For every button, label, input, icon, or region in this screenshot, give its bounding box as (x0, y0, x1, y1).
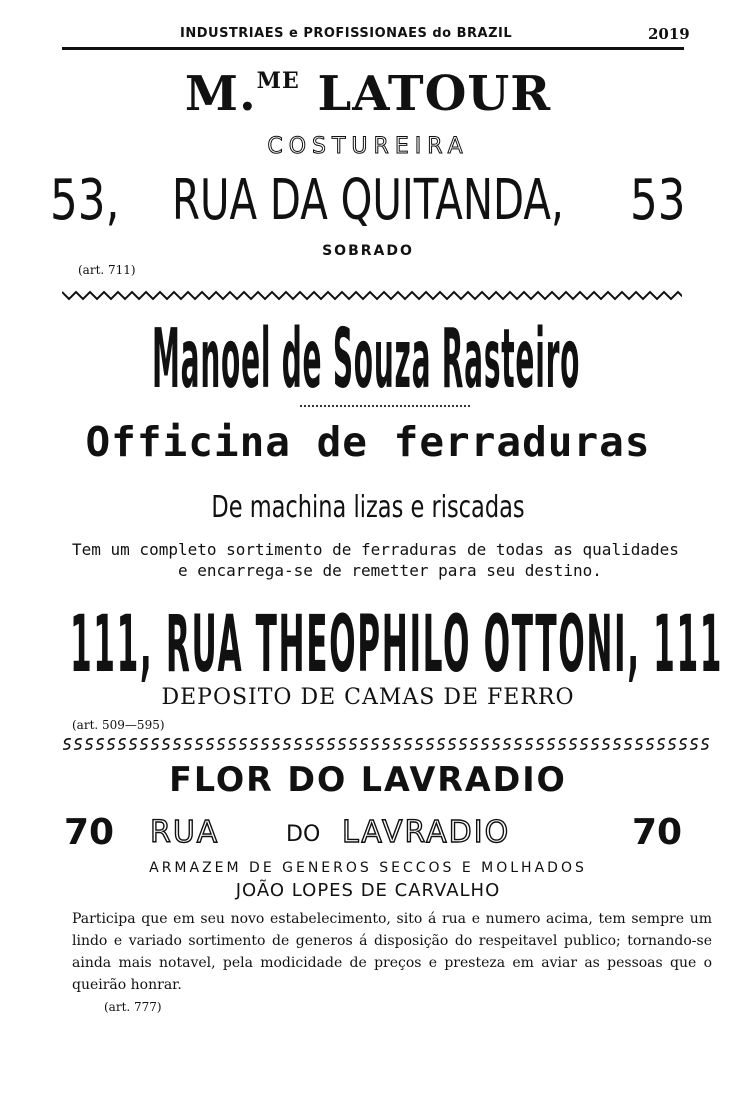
lavradio-title: FLOR DO LAVRADIO (169, 760, 567, 800)
running-head: INDUSTRIAES e PROFISSIONAES do BRAZIL (180, 26, 513, 41)
s-pattern-divider (62, 736, 712, 752)
latour-art-ref: (art. 711) (78, 263, 136, 277)
lavradio-paragraph: Participa que em seu novo estabelecimento, sito á rua e numero acima, tem sempre um lindo e variado sortimento de generos á disposição do respeitavel publico; tornando-se ainda mais notavel, pela modicidade de preços e presteza em aviar as pessoas que o queirão honrar. (72, 911, 712, 993)
rasteiro-business: Officina de ferraduras (85, 418, 651, 466)
latour-name-prefix: M. (184, 66, 257, 122)
lavradio-street-part2: LAVRADIO (342, 815, 511, 850)
header-rule (62, 47, 684, 50)
lavradio-art-ref: (art. 777) (104, 1000, 162, 1014)
rasteiro-name: Manoel de Souza Rasteiro (152, 312, 581, 407)
wavy-divider (62, 288, 682, 302)
rasteiro-art-ref: (art. 509—595) (72, 718, 165, 732)
page-number: 2019 (648, 25, 690, 43)
lavradio-trade: ARMAZEM DE GENEROS SECCOS E MOLHADOS (149, 860, 587, 876)
latour-street: RUA DA QUITANDA, (172, 168, 564, 233)
latour-name-sup: ME (256, 68, 300, 94)
rasteiro-description-line2: e encarrega-se de remetter para seu destino. (178, 561, 602, 580)
lavradio-number-right: 70 (632, 812, 683, 853)
rasteiro-address: 111, RUA THEOPHILO OTTONI, 111 (70, 600, 724, 690)
latour-profession: COSTUREIRA (267, 134, 469, 159)
latour-floor: SOBRADO (322, 243, 414, 259)
lavradio-street-do: DO (286, 822, 321, 847)
latour-number-right: 53 (630, 168, 686, 233)
latour-name (0, 66, 736, 122)
lavradio-street-part1: RUA (150, 815, 220, 850)
dotted-rule (300, 405, 470, 407)
latour-name-main: LATOUR (317, 66, 552, 122)
latour-number-left: 53, (50, 168, 120, 233)
lavradio-number-left: 70 (64, 812, 115, 853)
lavradio-owner: JOÃO LOPES DE CARVALHO (235, 880, 501, 901)
rasteiro-deposit: DEPOSITO DE CAMAS DE FERRO (161, 685, 575, 710)
rasteiro-description-line1: Tem um completo sortimento de ferraduras de todas as qualidades (72, 540, 679, 559)
rasteiro-subtitle: De machina lizas e riscadas (211, 490, 525, 525)
